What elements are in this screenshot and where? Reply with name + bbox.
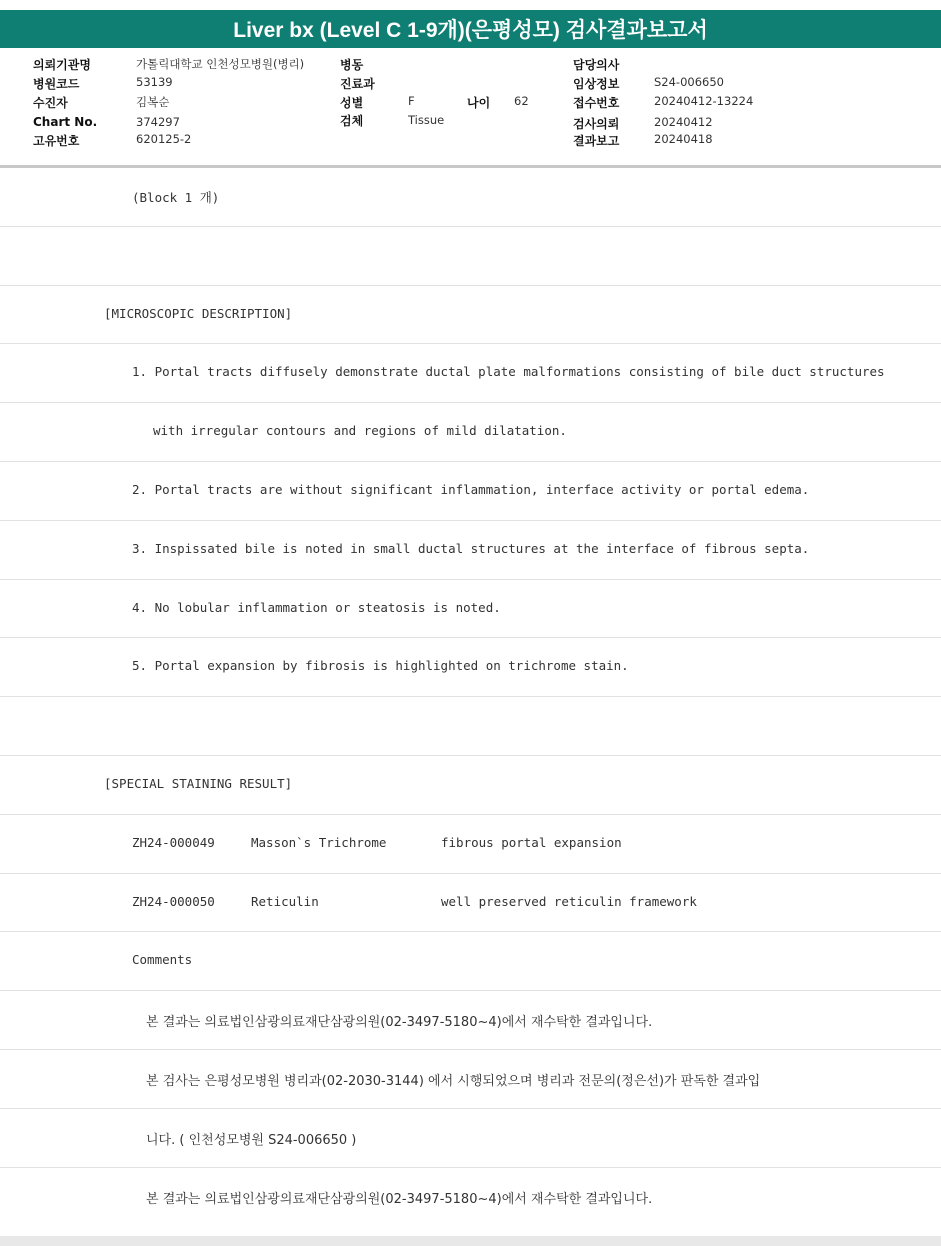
clinical-info-value: S24-006650 bbox=[654, 75, 724, 89]
stain-code: ZH24-000049 bbox=[132, 834, 215, 850]
chart-no-label: Chart No. bbox=[33, 115, 98, 129]
report-line: (Block 1 개) bbox=[0, 168, 941, 227]
sex-value: F bbox=[408, 94, 415, 108]
report-header bbox=[0, 50, 941, 165]
institution-label: 의뢰기관명 bbox=[33, 58, 91, 72]
age-label: 나이 bbox=[467, 96, 491, 110]
report-title: Liver bx (Level C 1-9개)(은평성모) 검사결과보고서 bbox=[0, 10, 941, 48]
receipt-no-label: 접수번호 bbox=[573, 96, 620, 110]
specimen-label: 검체 bbox=[340, 114, 364, 128]
report-line: 3. Inspissated bile is noted in small ductal structures at the interface of fibrous septa. bbox=[0, 521, 941, 580]
receipt-no-value: 20240412-13224 bbox=[654, 94, 754, 108]
age-value: 62 bbox=[514, 94, 529, 108]
request-date-label: 검사의뢰 bbox=[573, 117, 620, 131]
department-label: 진료과 bbox=[340, 77, 375, 91]
stain-name: Masson`s Trichrome bbox=[251, 834, 387, 850]
patient-value: 김복순 bbox=[136, 95, 170, 109]
report-line: 1. Portal tracts diffusely demonstrate ductal plate malformations consisting of bile duct structures bbox=[0, 344, 941, 403]
chart-no-value: 374297 bbox=[136, 115, 180, 129]
comment-line: 본 결과는 의료법인삼광의료재단삼광의원(02-3497-5180~4)에서 재수탁한 결과입니다. bbox=[0, 991, 941, 1050]
comment-line: 니다. ( 인천성모병원 S24-006650 ) bbox=[0, 1109, 941, 1168]
comment-line: 본 검사는 은평성모병원 병리과(02-2030-3144) 에서 시행되었으며 병리과 전문의(정은선)가 판독한 결과입 bbox=[0, 1050, 941, 1109]
stain-result: well preserved reticulin framework bbox=[441, 893, 697, 909]
report-line bbox=[0, 697, 941, 756]
stain-name: Reticulin bbox=[251, 893, 319, 909]
comment-line: 본 결과는 의료법인삼광의료재단삼광의원(02-3497-5180~4)에서 재수탁한 결과입니다. bbox=[146, 1191, 653, 1207]
section-heading-special-staining: [SPECIAL STAINING RESULT] bbox=[0, 756, 941, 815]
stain-row bbox=[0, 874, 941, 933]
clinical-info-label: 임상정보 bbox=[573, 77, 620, 91]
report-body bbox=[0, 168, 941, 1226]
report-line: 2. Portal tracts are without significant inflammation, interface activity or portal edema. bbox=[0, 462, 941, 521]
stain-row bbox=[0, 815, 941, 874]
report-line bbox=[0, 227, 941, 286]
report-line: 4. No lobular inflammation or steatosis is noted. bbox=[0, 580, 941, 639]
unique-no-label: 고유번호 bbox=[33, 134, 80, 148]
stain-result: fibrous portal expansion bbox=[441, 834, 622, 850]
hospital-code-label: 병원코드 bbox=[33, 77, 80, 91]
report-date-label: 결과보고 bbox=[573, 134, 620, 148]
unique-no-value: 620125-2 bbox=[136, 132, 192, 146]
section-heading-microscopic: [MICROSCOPIC DESCRIPTION] bbox=[0, 286, 941, 345]
ward-label: 병동 bbox=[340, 58, 364, 72]
request-date-value: 20240412 bbox=[654, 115, 713, 129]
report-date-value: 20240418 bbox=[654, 132, 713, 146]
stain-code: ZH24-000050 bbox=[132, 893, 215, 909]
sex-label: 성별 bbox=[340, 96, 364, 110]
institution-value: 가톨릭대학교 인천성모병원(병리) bbox=[136, 57, 305, 71]
specimen-value: Tissue bbox=[408, 113, 445, 127]
patient-label: 수진자 bbox=[33, 96, 68, 110]
report-line: 5. Portal expansion by fibrosis is highlighted on trichrome stain. bbox=[0, 638, 941, 697]
comments-heading: Comments bbox=[0, 932, 941, 991]
hospital-code-value: 53139 bbox=[136, 75, 173, 89]
doctor-label: 담당의사 bbox=[573, 58, 620, 72]
report-line: with irregular contours and regions of mild dilatation. bbox=[0, 403, 941, 462]
bottom-scroll-edge bbox=[0, 1236, 941, 1246]
